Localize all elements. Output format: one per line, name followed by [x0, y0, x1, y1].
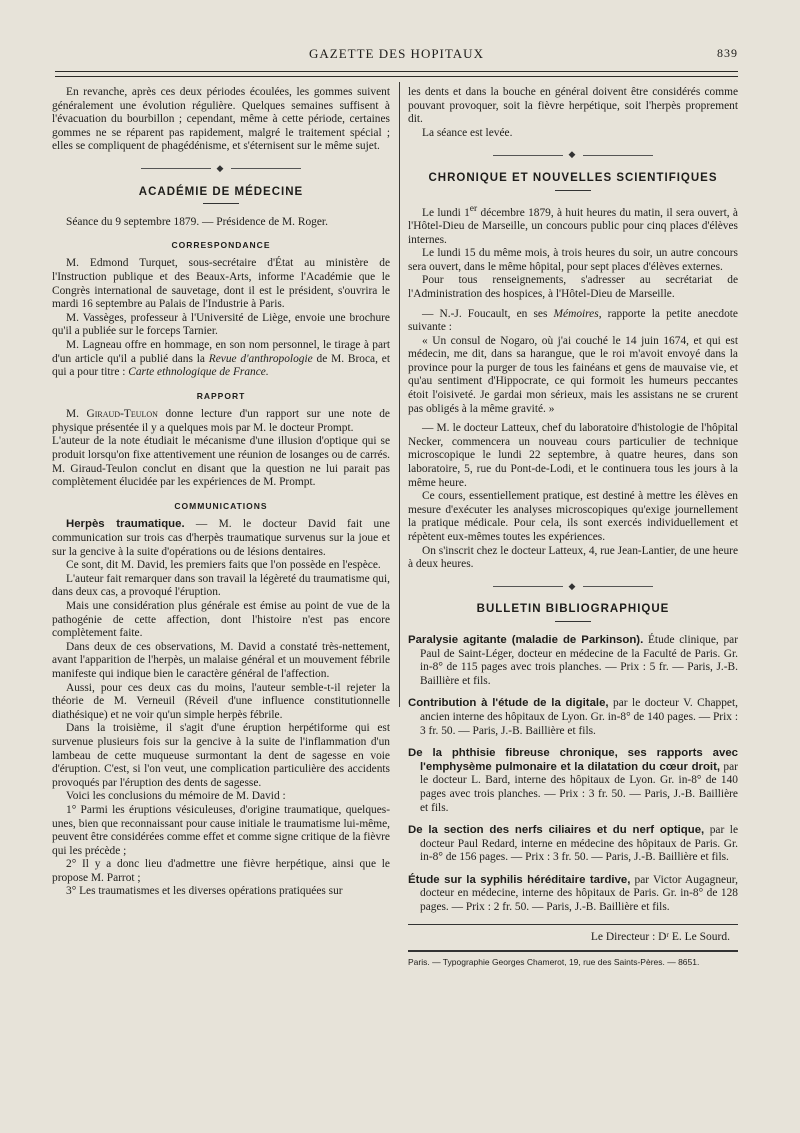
paragraph: En revanche, après ces deux périodes écoulées, les gommes suivent généralement une évolution régulière. Quelques semaines suffisent à l'évacuation du bourbillon ; cependant, même à cette période, certaines gommes ne se réparent pas rapidement, malgré le traitement spécial ; elles se compliquent de phagédénisme, et s'éternisent sur le même sujet.: [52, 86, 390, 153]
paragraph: Aussi, pour ces deux cas du moins, l'auteur semble-t-il rejeter la théorie de M. Verneuil (Réveil d'une influence constitutionnelle diathésique) et ne voir qu'un simple herpès fébrile.: [52, 681, 390, 721]
bibliography-entry: De la section des nerfs ciliaires et du nerf optique, par le docteur Paul Redard, interne en médecine des hôpitaux de Paris. Gr. in-8° de 156 pages. — Prix : 3 fr. 50. — Paris, J.-B. Baillière et fils.: [408, 824, 738, 864]
subheading-communications: COMMUNICATIONS: [174, 500, 268, 511]
ornament-divider: ◆: [408, 580, 738, 594]
page-number: 839: [717, 46, 738, 60]
paragraph: Pour tous renseignements, s'adresser au secrétariat de l'Administration des hospices, à l'Hôtel-Dieu de Marseille.: [408, 274, 738, 300]
paragraph: Ce sont, dit M. David, les premiers faits que l'on possède en l'espèce.: [66, 559, 381, 572]
paragraph: M. Edmond Turquet, sous-secrétaire d'État au ministère de l'Instruction publique et des Beaux-Arts, informe l'Académie que le Congrès international de sauvetage, dont il est le président, s'ouvrira le mardi 16 septembre au Palais de l'Industrie à Paris.: [52, 257, 390, 311]
column-divider: [399, 82, 400, 707]
bibliography-entry: Étude sur la syphilis héréditaire tardive, par Victor Augagneur, docteur en médecine, interne des hôpitaux de Paris. Gr. in-8° de 128 pages. — Prix : 2 fr. 50. — Paris, J.-B. Baillière et fils.: [408, 873, 738, 914]
section-title-chronique: CHRONIQUE ET NOUVELLES SCIENTIFIQUES: [428, 171, 718, 184]
bibliography-list: [408, 634, 738, 915]
paragraph: 3° Les traumatismes et les diverses opérations pratiquées sur: [66, 885, 343, 898]
paragraph: — N.-J. Foucault, en ses Mémoires, rapporte la petite anecdote suivante :: [408, 307, 738, 334]
paragraph: Herpès traumatique. — M. le docteur David fait une communication sur trois cas d'herpès traumatique survenus sur la joue et sur la gencive à la suite d'opérations ou de lésions dentaires.: [52, 518, 390, 558]
director-signature: Le Directeur : Dʳ E. Le Sourd.: [590, 930, 730, 943]
paragraph: Mais une considération plus générale est émise au point de vue de la pathogénie de cette affection, dont l'histoire n'est pas encore complètement faite.: [52, 600, 390, 640]
paragraph: — M. le docteur Latteux, chef du laboratoire d'histologie de l'hôpital Necker, commencera un nouveau cours particulier de technique microscopique le lundi 22 septembre, à quatre heures, dans son laboratoire, 5, rue du Pont-de-Lodi, et le continuera tous les jours à la même heure.: [408, 422, 738, 489]
signature-rule: [408, 924, 738, 925]
section-title-bulletin: BULLETIN BIBLIOGRAPHIQUE: [476, 603, 670, 616]
ornament-divider: ◆: [408, 148, 738, 162]
section-title-academie: ACADÉMIE DE MÉDECINE: [138, 185, 304, 198]
paragraph: M. Lagneau offre en hommage, en son nom personnel, le tirage à part d'un article qu'il a publié dans la Revue d'anthropologie de M. Broca, et qui a pour titre : Carte ethnologique de France.: [52, 338, 390, 379]
paragraph: Le lundi 15 du même mois, à trois heures du soir, un autre concours sera ouvert, dans le même hôpital, pour sept places d'élèves externes.: [408, 247, 738, 273]
running-head: [55, 44, 738, 64]
title-rule: [203, 203, 239, 204]
paragraph: 1° Parmi les éruptions vésiculeuses, d'origine traumatique, quelques-unes, bien que reconnaissant pour cause initiale le traumatisme lui-même, peuvent être considérées comme effet et comme signe critique de la fièvre qui les précède ;: [52, 803, 390, 857]
bibliography-entry: Paralysie agitante (maladie de Parkinson). Étude clinique, par Paul de Saint-Léger, docteur en médecine de la Faculté de Paris. Gr. in-8° de 115 pages avec trois planches. — Prix : 5 fr. — Paris, J.-B. Baillière et fils.: [408, 633, 739, 687]
right-column: [408, 86, 738, 970]
paragraph: 2° Il y a donc lieu d'admettre une fièvre herpétique, ainsi que le propose M. Parrot ;: [52, 858, 390, 884]
title-rule: [555, 621, 591, 622]
paragraph: M. Vassèges, professeur à l'Université de Liège, envoie une brochure qu'il a publiée sur le forceps Tarnier.: [52, 311, 390, 338]
paragraph: Ce cours, essentiellement pratique, est destiné à mettre les élèves en mesure d'exécuter les analyses microscopiques qu'exige journellement la pratique médicale. Pour cela, ils sont exercés individuellement et répètent eux-mêmes toutes les expériences.: [408, 490, 738, 544]
paragraph: L'auteur fait remarquer dans son travail la légèreté du traumatisme qui, dans deux cas, a provoqué l'éruption.: [52, 572, 390, 599]
paragraph: Le lundi 1er décembre 1879, à huit heures du matin, il sera ouvert, à l'Hôtel-Dieu de Marseille, un concours public pour cinq places d'élèves internes.: [408, 203, 738, 246]
paragraph: Voici les conclusions du mémoire de M. David :: [66, 790, 286, 803]
paragraph: M. Giraud-Teulon donne lecture d'un rapport sur une note de physique présentée il y a quelques mois par M. le docteur Prompt.: [52, 408, 390, 434]
printer-imprint: Paris. — Typographie Georges Chamerot, 19, rue des Saints-Pères. — 8651.: [408, 957, 700, 968]
paragraph: On s'inscrit chez le docteur Latteux, 4, rue Jean-Lantier, de une heure à deux heures.: [408, 544, 738, 571]
journal-title: GAZETTE DES HOPITAUX: [309, 46, 484, 61]
ornament-divider: ◆: [52, 162, 390, 176]
subheading-correspondance: CORRESPONDANCE: [171, 239, 271, 250]
paragraph: La séance est levée.: [422, 126, 513, 139]
quotation: « Un consul de Nogaro, où j'ai couché le 14 juin 1674, et qui est médecin, me dit, dans sa harangue, que le roi m'avoit envoyé dans la province pour la purger de tous les fainéans et gens de mauvaise vie, et qu'au sentiment d'Hippocrate, ce qui formoit les humeurs peccantes étoit l'oisiveté. Je gardai mon sérieux, mais les assistans ne se crurent pas obligés à la même gravité. »: [408, 334, 738, 415]
paragraph: les dents et dans la bouche en général doivent être considérés comme pouvant provoquer, soit la fièvre herpétique, soit l'herpès proprement dit.: [408, 86, 738, 126]
bibliography-entry: De la phthisie fibreuse chronique, ses rapports avec l'emphysème pulmonaire et la dilatation du cœur droit, par le docteur L. Bard, interne des hôpitaux de Lyon. Gr. in-8° de 140 pages avec trois planches. — Prix : 3 fr. 50. — Paris, J.-B. Baillière et fils.: [408, 747, 738, 814]
imprint-rule: [408, 950, 738, 952]
paragraph: Dans la troisième, il s'agit d'une éruption herpétiforme qui est survenue plusieurs fois sur la gencive à la suite de l'inflammation d'un lambeau de cette muqueuse surmontant la dent de sagesse en voie d'éruption. C'est, si l'on veut, une complication particulière des accidents provoqués par l'éruption des dents de sagesse.: [52, 722, 390, 789]
bibliography-entry: Contribution à l'étude de la digitale, par le docteur V. Chappet, ancien interne des hôpitaux de Lyon. Gr. in-8° de 140 pages. — Prix : 3 fr. 50. — Paris, J.-B. Baillière et fils.: [408, 697, 738, 737]
paragraph: Dans deux de ces observations, M. David a constaté très-nettement, avant l'apparition de l'herpès, un malaise général et un mouvement fébrile manifeste qui indique bien le caractère général de l'affection.: [52, 640, 390, 680]
title-rule: [555, 190, 591, 191]
seance-line: Séance du 9 septembre 1879. — Présidence de M. Roger.: [66, 216, 328, 229]
subheading-rapport: RAPPORT: [196, 390, 246, 401]
paragraph: L'auteur de la note étudiait le mécanisme d'une illusion d'optique qui se produit lorsqu'on fixe attentivement une réunion de losanges ou de carrés. M. Giraud-Teulon conclut en disant que la question ne lui parait pas complètement élucidée par les expériences de M. Prompt.: [52, 435, 390, 489]
header-rule: [55, 71, 738, 77]
left-column: [52, 86, 390, 899]
